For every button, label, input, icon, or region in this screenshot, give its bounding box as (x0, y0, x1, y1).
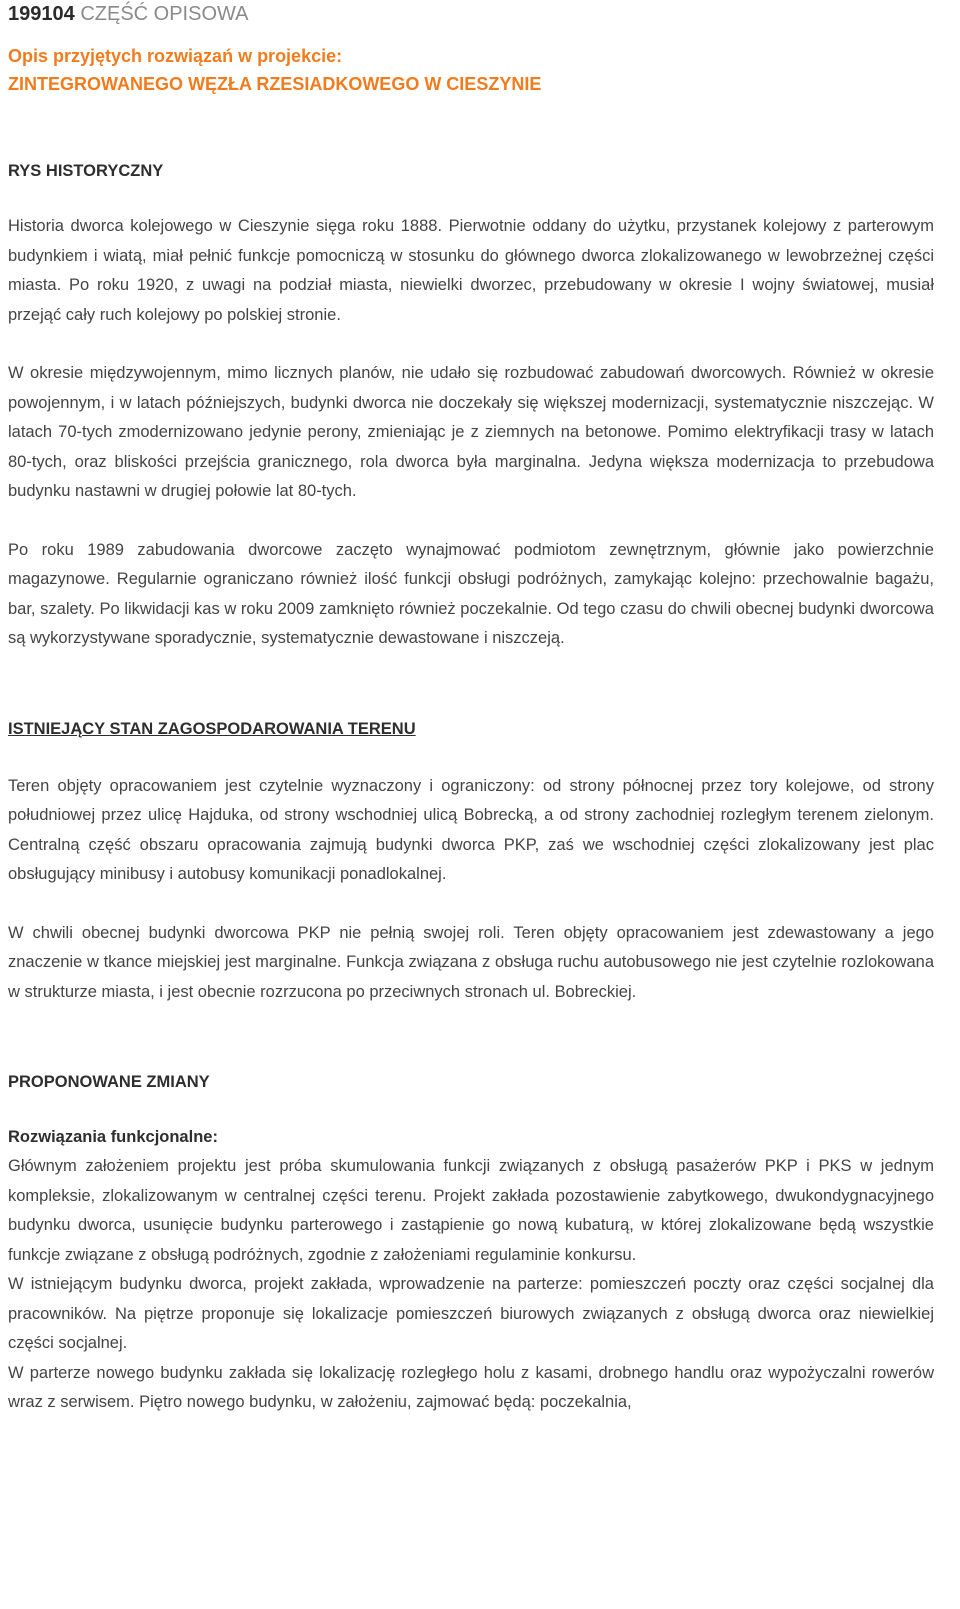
history-paragraph-1: Historia dworca kolejowego w Cieszynie sięga roku 1888. Pierwotnie oddany do użytku, przystanek kolejowy z parterowym budynkiem i wiatą, miał pełnić funkcje pomocniczą w stosunku do głównego dworca zlokalizowanego w lewobrzeżnej części miasta. Po roku 1920, z uwagi na podział miasta, niewielki dworzec, przebudowany w okresie I wojny światowej, musiał przejąć cały ruch kolejowy po polskiej stronie. (8, 217, 934, 324)
current-state-paragraph-1: Teren objęty opracowaniem jest czytelnie wyznaczony i ograniczony: od strony północnej przez tory kolejowe, od strony południowej przez ulicę Hajduka, od strony wschodniej ulicą Bobrecką, a od strony zachodniej rozległym terenem zielonym. Centralną część obszaru opracowania zajmują budynki dworca PKP, zaś we wschodniej części zlokalizowany jest plac obsługujący minibusy i autobusy komunikacji ponadlokalnej. (8, 776, 934, 883)
history-heading: RYS HISTORYCZNY (8, 162, 164, 180)
document-code: 199104 (8, 3, 75, 25)
proposed-paragraph-2: W istniejącym budynku dworca, projekt zakłada, wprowadzenie na parterze: pomieszczeń poczty oraz części socjalnej dla pracowników. Na piętrze proponuje się lokalizacje pomieszczeń biurowych związanych z obsługą dworca oraz niewielkiej części socjalnej. (8, 1275, 934, 1352)
current-state-paragraph-2: W chwili obecnej budynki dworcowa PKP nie pełnią swojej roli. Teren objęty opracowaniem jest zdewastowany a jego znaczenie w tkance miejskiej jest marginalne. Funkcja związana z obsługa ruchu autobusowego nie jest czytelnie rozlokowana w strukturze miasta, i jest obecnie rozrzucona po przeciwnych stronach ul. Bobreckiej. (8, 923, 934, 1001)
proposed-subheading: Rozwiązania funkcjonalne: (8, 1128, 218, 1146)
proposed-paragraph-1: Głównym założeniem projektu jest próba skumulowania funkcji związanych z obsługą pasażerów PKP i PKS w jednym kompleksie, zlokalizowanym w centralnej części terenu. Projekt zakłada pozostawienie zabytkowego, dwukondygnacyjnego budynku dworca, usunięcie budynku parterowego i zastąpienie go nową kubaturą, w której zlokalizowane będą wszystkie funkcje związane z obsługą podróżnych, zgodnie z założeniami regulaminie konkursu. (8, 1157, 934, 1264)
current-state-heading: ISTNIEJĄCY STAN ZAGOSPODAROWANIA TERENU (8, 719, 416, 738)
title-line-2: ZINTEGROWANEGO WĘZŁA RZESIADKOWEGO W CIESZYNIE (8, 74, 542, 94)
document-page (8, 0, 934, 1418)
history-paragraph-2: W okresie międzywojennym, mimo licznych planów, nie udało się rozbudować zabudowań dworcowych. Również w okresie powojennym, i w latach późniejszych, budynki dworca nie doczekały się większej modernizacji, systematycznie niszczejąc. W latach 70-tych zmodernizowano jedynie perony, zmieniając je z ziemnych na betonowe. Pomimo elektryfikacji trasy w latach 80-tych, oraz bliskości przejścia granicznego, rola dworca była marginalna. Jedyna większa modernizacja to przebudowa budynku nastawni w drugiej połowie lat 80-tych. (8, 364, 934, 500)
document-header (8, 2, 934, 26)
proposed-paragraph-3: W parterze nowego budynku zakłada się lokalizację rozległego holu z kasami, drobnego handlu oraz wypożyczalni rowerów wraz z serwisem. Piętro nowego budynku, w założeniu, zajmować będą: poczekalnia, (8, 1363, 934, 1411)
document-section-label: CZĘŚĆ OPISOWA (80, 3, 249, 25)
title-line-1: Opis przyjętych rozwiązań w projekcie: (8, 46, 343, 66)
document-title (8, 42, 934, 98)
proposed-heading: PROPONOWANE ZMIANY (8, 1073, 210, 1091)
history-paragraph-3: Po roku 1989 zabudowania dworcowe zaczęto wynajmować podmiotom zewnętrznym, głównie jako powierzchnie magazynowe. Regularnie ograniczano również ilość funkcji obsługi podróżnych, zamykając kolejno: przechowalnie bagażu, bar, szalety. Po likwidacji kas w roku 2009 zamknięto również poczekalnie. Od tego czasu do chwili obecnej budynki dworcowa są wykorzystywane sporadycznie, systematycznie dewastowane i niszczeją. (8, 540, 934, 647)
